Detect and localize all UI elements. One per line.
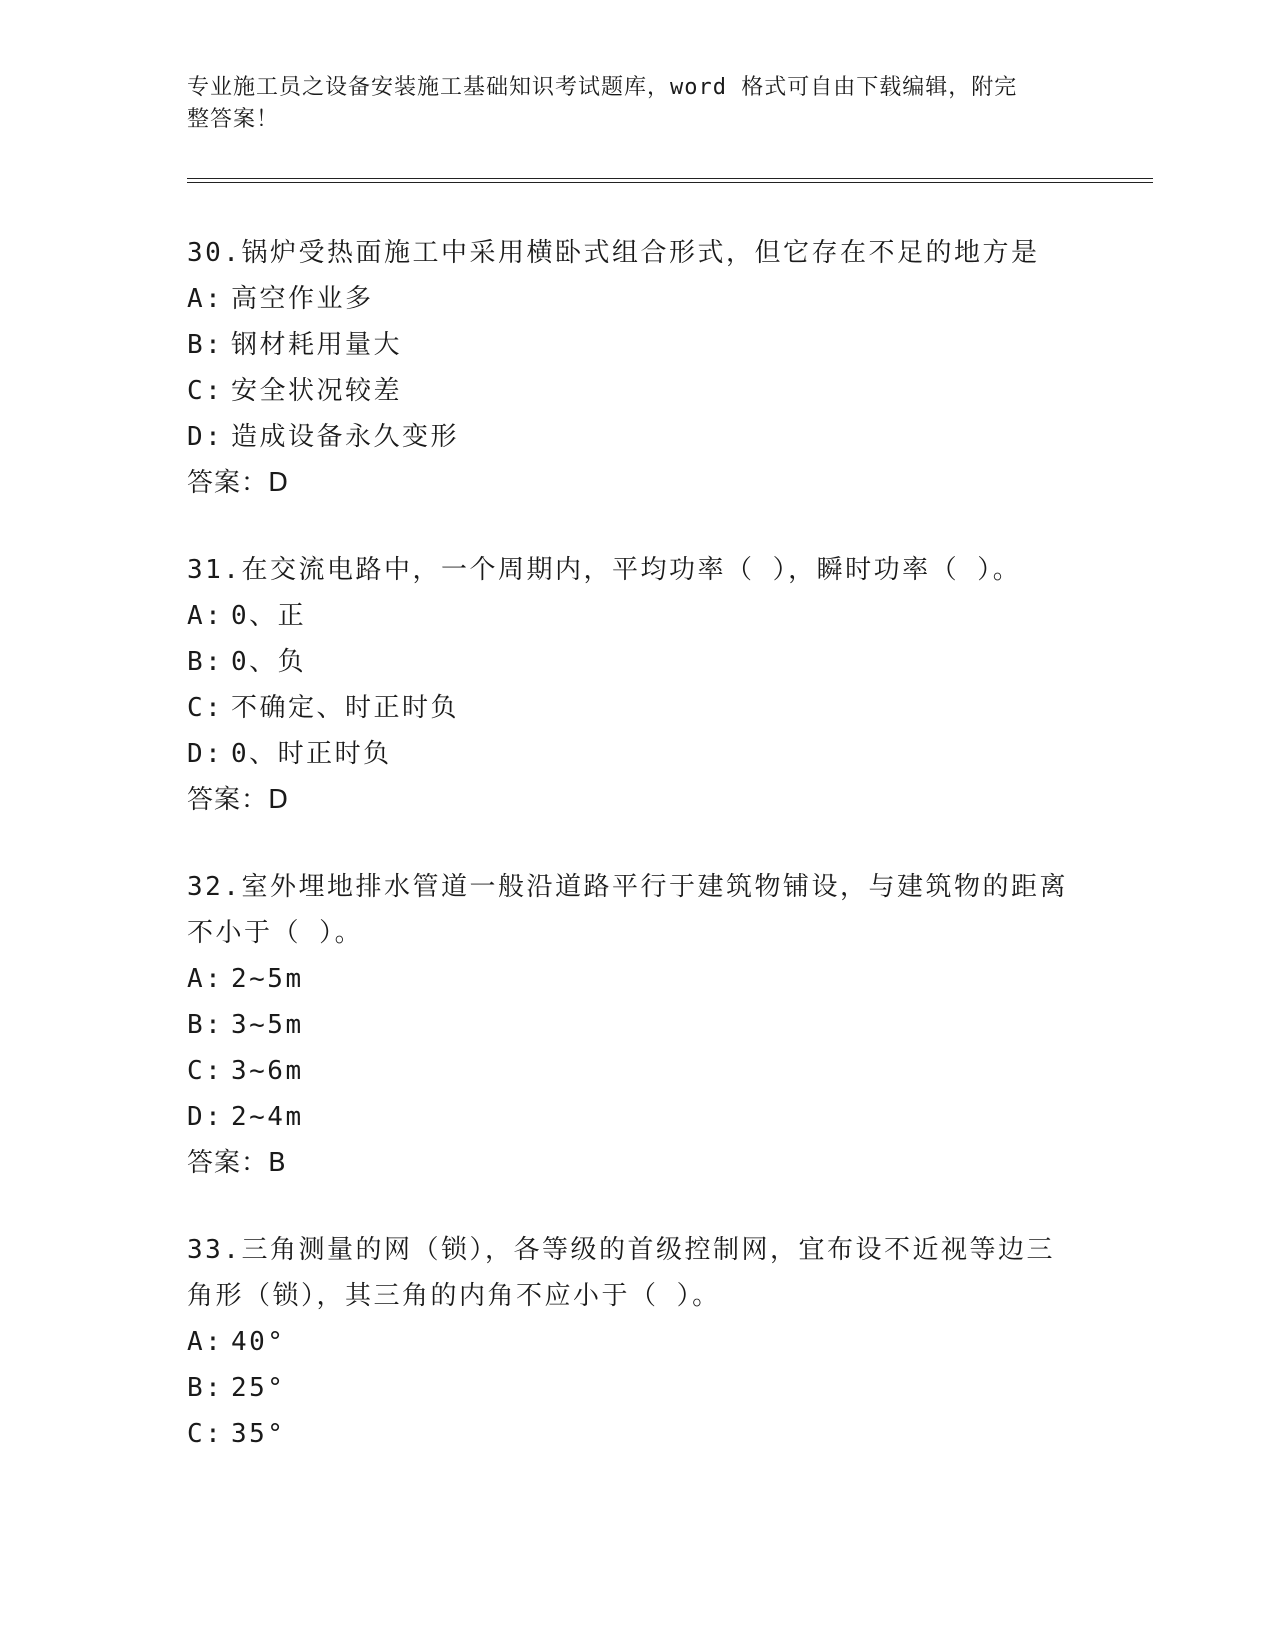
question-32 [187,864,1087,1186]
option-a [187,593,1087,639]
option-letter: B: [187,647,224,677]
option-text: 不确定、时正时负 [231,693,460,723]
option-letter: A: [187,284,224,314]
option-letter: C: [187,693,224,723]
option-c [187,685,1087,731]
option-letter: B: [187,1010,224,1040]
option-text: 35° [231,1419,286,1449]
option-a [187,1319,1087,1365]
option-letter: C: [187,376,224,406]
option-d [187,731,1087,777]
option-letter: B: [187,1373,224,1403]
option-b [187,1365,1087,1411]
answer-line: 答案：D [187,785,290,815]
question-33 [187,1227,1087,1457]
option-letter: D: [187,1102,224,1132]
option-letter: D: [187,422,224,452]
question-list [187,230,1087,1457]
question-text-continued: 不小于（ ）。 [187,918,364,948]
option-text: 3~5m [231,1010,304,1040]
question-31 [187,547,1087,823]
option-a [187,276,1087,322]
answer-line: 答案：B [187,1148,287,1178]
option-text: 安全状况较差 [231,376,403,406]
question-text: 30.锅炉受热面施工中采用横卧式组合形式，但它存在不足的地方是 [187,238,1040,268]
header-line: 专业施工员之设备安装施工基础知识考试题库，word 格式可自由下载编辑，附完 [187,75,1018,100]
option-b [187,322,1087,368]
option-text: 钢材耗用量大 [231,330,403,360]
option-text: 0、时正时负 [231,739,392,769]
question-text: 33.三角测量的网（锁），各等级的首级控制网，宜布设不近视等边三 [187,1235,1055,1265]
option-text: 2~4m [231,1102,304,1132]
option-c [187,368,1087,414]
option-text: 3~6m [231,1056,304,1086]
option-text: 0、负 [231,647,307,677]
option-letter: B: [187,330,224,360]
option-text: 25° [231,1373,286,1403]
document-header [187,72,1087,136]
option-b [187,1002,1087,1048]
option-letter: C: [187,1056,224,1086]
question-text-continued: 角形（锁），其三角的内角不应小于（ ）。 [187,1281,721,1311]
header-divider [187,178,1153,183]
option-a [187,956,1087,1002]
answer-line: 答案：D [187,468,290,498]
option-letter: C: [187,1419,224,1449]
option-letter: A: [187,964,224,994]
question-text: 31.在交流电路中，一个周期内，平均功率（ ），瞬时功率（ ）。 [187,555,1022,585]
option-b [187,639,1087,685]
option-d [187,1094,1087,1140]
question-text: 32.室外埋地排水管道一般沿道路平行于建筑物铺设，与建筑物的距离 [187,872,1068,902]
option-letter: A: [187,1327,224,1357]
option-letter: D: [187,739,224,769]
option-c [187,1411,1087,1457]
option-text: 0、正 [231,601,307,631]
option-text: 高空作业多 [231,284,374,314]
option-letter: A: [187,601,224,631]
header-line: 整答案！ [187,107,280,132]
option-text: 造成设备永久变形 [231,422,460,452]
question-30 [187,230,1087,506]
option-text: 40° [231,1327,286,1357]
option-c [187,1048,1087,1094]
option-text: 2~5m [231,964,304,994]
option-d [187,414,1087,460]
